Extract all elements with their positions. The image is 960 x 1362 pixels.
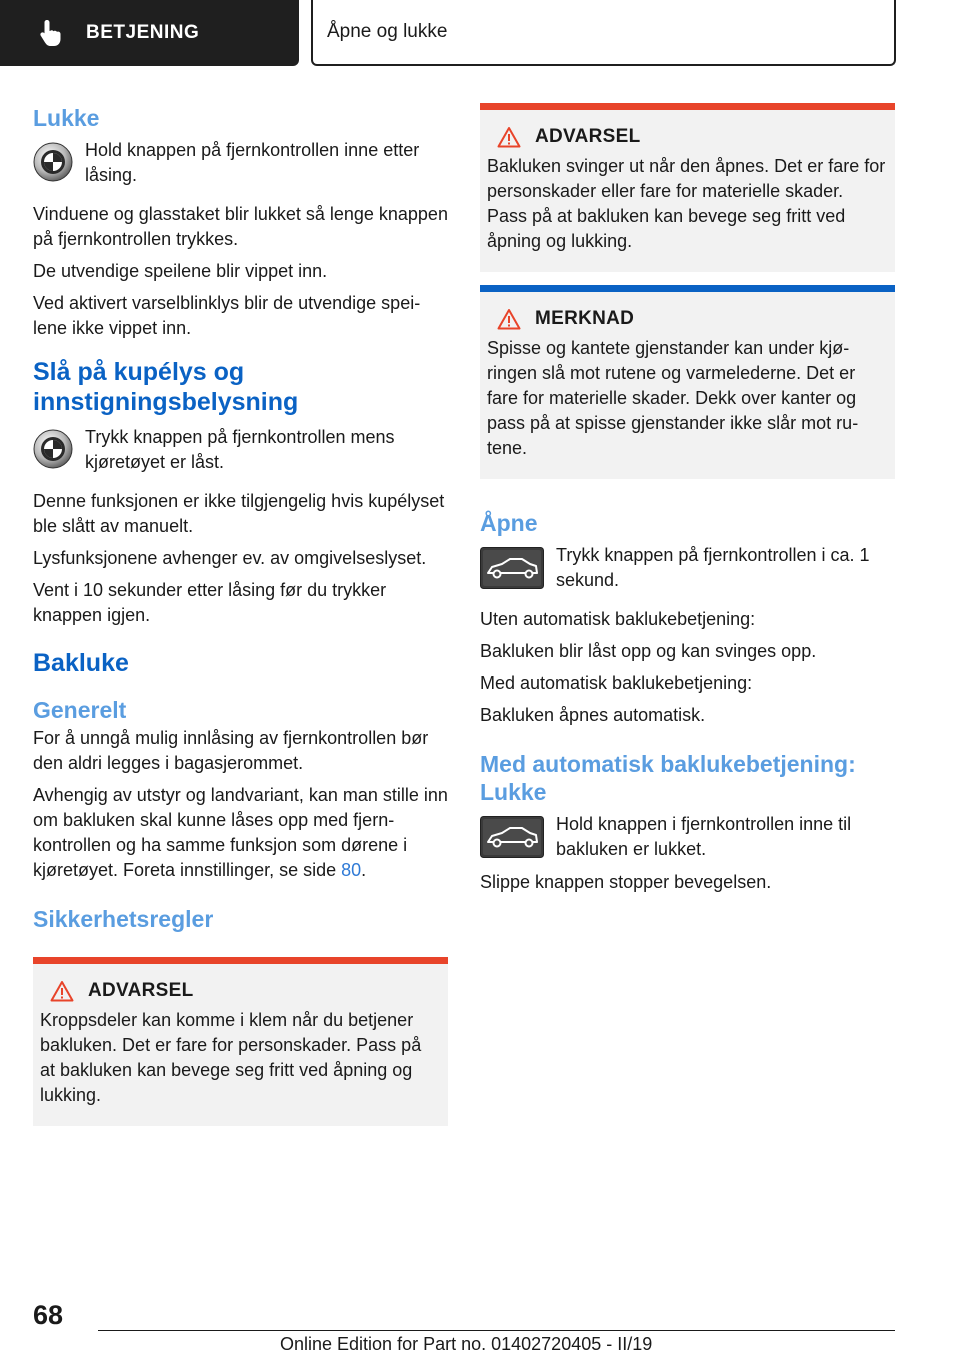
paragraph: Denne funksjonen er ikke tilgjengelig hvis kupélyset ble slått av manuelt. (33, 491, 445, 536)
footer-divider (98, 1330, 895, 1331)
paragraph: Ved aktivert varselblinklys blir de utvendige speilene ikke vippet inn. (33, 293, 421, 338)
instruction-text: Trykk knappen på fjernkontrollen mens kjøretøyet er låst. (85, 427, 395, 472)
paragraph: Uten automatisk baklukebetjening: (480, 609, 756, 629)
notice-box (480, 285, 895, 479)
remote-trunk-button-icon (480, 816, 544, 858)
right-column (480, 103, 895, 902)
heading-generelt: Generelt (33, 697, 127, 723)
section-title: BETJENING (86, 22, 200, 43)
paragraph: Vent i 10 sekunder etter låsing før du trykker knappen igjen. (33, 580, 387, 625)
page-reference-link[interactable]: 80 (341, 860, 362, 880)
notice-text: Spisse og kantete gjenstander kan under kjøringen slå mot rutene og varmelederne. Det er fare for materielle skader. Dekk over kanter og pass på at spisse gjenstander ikke slår mot rutene. (487, 338, 859, 458)
warning-triangle-icon (50, 980, 74, 1002)
heading-auto-lukke: Med automatisk baklukebetjening: Lukke (480, 751, 856, 805)
warning-triangle-icon (497, 126, 521, 148)
paragraph-with-link: Avhengig av utstyr og landvariant, kan man stille inn om bakluken skal kunne låses opp med fjernkontrollen og ha samme funksjon som dørene i kjøretøyet. Foreta innstillinger, se side 80. (33, 785, 448, 880)
paragraph: Bakluken blir låst opp og kan svinges opp. (480, 641, 817, 661)
paragraph: Vinduene og glasstaket blir lukket så lenge knappen på fjernkontrollen trykkes. (33, 204, 448, 249)
chapter-tab (311, 0, 896, 66)
paragraph: De utvendige speilene blir vippet inn. (33, 261, 328, 281)
warning-box (33, 957, 448, 1126)
warning-title: ADVARSEL (535, 126, 641, 147)
page-number: 68 (33, 1300, 64, 1330)
paragraph: For å unngå mulig innlåsing av fjernkontrollen bør den aldri legges i bagasjerommet. (33, 728, 429, 773)
warning-text: Kroppsdeler kan komme i klem når du betjener bakluken. Det er fare for personskader. Pass på at bakluken kan bevege seg fritt ved åpning og lukking. (40, 1010, 422, 1105)
heading-lukke: Lukke (33, 105, 100, 131)
footer-edition: Online Edition for Part no. 01402720405 - II/19 (280, 1334, 653, 1354)
instruction-text: Trykk knappen på fjernkontrollen i ca. 1 sekund. (556, 545, 870, 590)
paragraph: Slippe knappen stopper bevegelsen. (480, 872, 772, 892)
heading-apne: Åpne (480, 510, 538, 536)
instruction-text: Hold knappen i fjernkontrollen inne til bakluken er lukket. (556, 814, 852, 859)
heading-bakluke: Bakluke (33, 649, 129, 677)
warning-box (480, 103, 895, 272)
instruction-kupelys (33, 425, 448, 475)
warning-title: ADVARSEL (88, 980, 194, 1001)
hand-pointer-icon (38, 18, 64, 48)
section-tab (0, 0, 299, 66)
paragraph: Med automatisk baklukebetjening: (480, 673, 753, 693)
remote-lock-button-icon (33, 142, 73, 182)
notice-header (487, 308, 887, 330)
warning-triangle-icon (497, 308, 521, 330)
instruction-apne (480, 543, 895, 593)
paragraph: Lysfunksjonene avhenger ev. av omgivelseslyset. (33, 548, 427, 568)
warning-header (40, 980, 440, 1002)
remote-trunk-button-icon (480, 547, 544, 589)
left-column (33, 100, 448, 1136)
remote-lock-button-icon (33, 429, 73, 469)
notice-title: MERKNAD (535, 308, 635, 329)
instruction-lukke (33, 138, 448, 188)
warning-text: Bakluken svinger ut når den åpnes. Det er fare for personskader eller fare for materielle skader. Pass på at bakluken kan bevege seg fritt ved åpning og lukking. (487, 156, 886, 251)
paragraph: Bakluken åpnes automatisk. (480, 705, 706, 725)
chapter-title: Åpne og lukke (327, 21, 448, 42)
heading-kupelys: Slå på kupélys og innstigningsbelysning (33, 358, 299, 416)
warning-header (487, 126, 887, 148)
heading-sikkerhetsregler: Sikkerhetsregler (33, 906, 214, 932)
instruction-text: Hold knappen på fjernkontrollen inne etter låsing. (85, 140, 420, 185)
instruction-auto-lukke (480, 812, 895, 862)
